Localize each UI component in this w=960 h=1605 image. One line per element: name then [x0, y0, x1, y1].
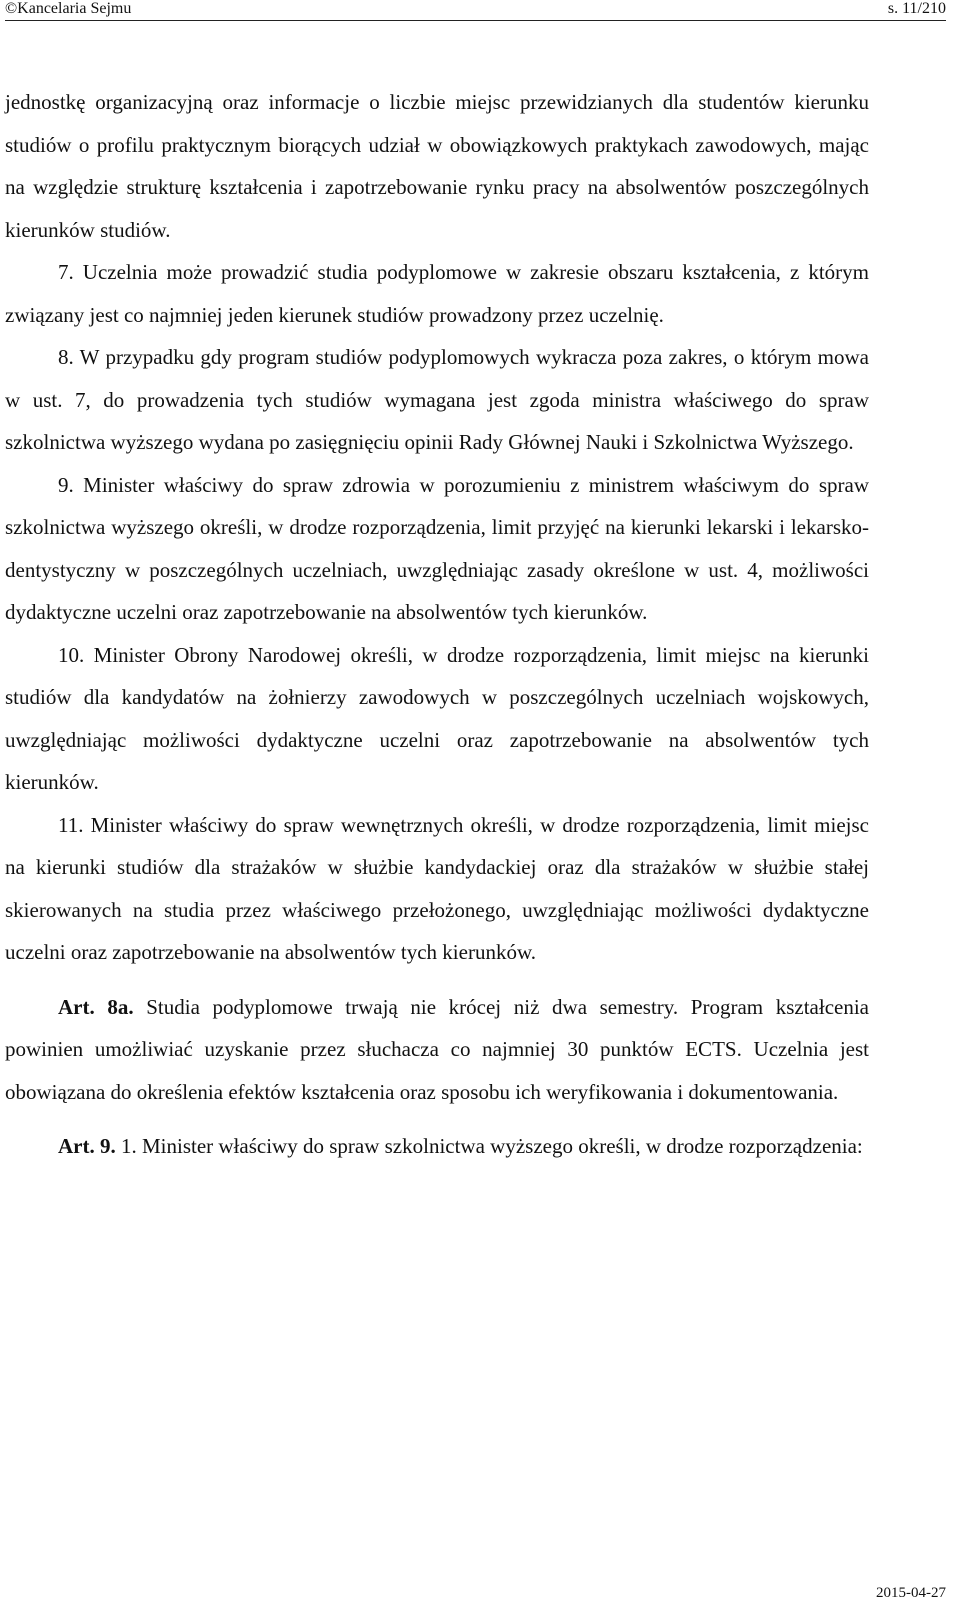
paragraph-8: 8. W przypadku gdy program studiów podyplomowych wykracza poza zakres, o którym mowa w ust. 7, do prowadzenia tych studiów wymagana jest zgoda ministra właściwego do spraw szkolnictwa wyższego wydana po zasięgnięciu opinii Rady Głównej Nauki i Szkolnictwa Wyższego.: [5, 345, 869, 454]
paragraph-10: 10. Minister Obrony Narodowej określi, w drodze rozporządzenia, limit miejsc na kierunki studiów dla kandydatów na żołnierzy zawodowych w poszczególnych uczelniach wojskowych, uwzględniając możliwości dydaktyczne uczelni oraz zapotrzebowanie na absolwentów tych kierunków.: [5, 642, 869, 794]
paragraph-7: 7. Uczelnia może prowadzić studia podyplomowe w zakresie obszaru kształcenia, z którym związany jest co najmniej jeden kierunek studiów prowadzony przez uczelnię.: [5, 260, 869, 327]
article-8a-text: Studia podyplomowe trwają nie krócej niż dwa semestry. Program kształcenia powinien umożliwiać uzyskanie przez słuchacza co najmniej 30 punktów ECTS. Uczelnia jest obowiązana do określenia efektów kształcenia oraz sposobu ich weryfikowania i dokumentowania.: [5, 994, 870, 1104]
copyright-text: ©Kancelaria Sejmu: [5, 0, 132, 17]
article-9-label: Art. 9.: [58, 1134, 116, 1158]
article-9-text: 1. Minister właściwy do spraw szkolnictwa wyższego określi, w drodze rozporządzenia:: [120, 1134, 863, 1158]
paragraph-9: 9. Minister właściwy do spraw zdrowia w porozumieniu z ministrem właściwym do spraw szkolnictwa wyższego określi, w drodze rozporządzenia, limit przyjęć na kierunki lekarski i lekarsko-dentystyczny w poszczególnych uczelniach, uwzględniając zasady określone w ust. 4, możliwości dydaktyczne uczelni oraz zapotrzebowanie na absolwentów tych kierunków.: [5, 472, 869, 624]
document-body: [5, 81, 869, 1168]
header-divider: [5, 20, 946, 21]
paragraph-continuation: jednostkę organizacyjną oraz informacje o liczbie miejsc przewidzianych dla studentów kierunku studiów o profilu praktycznym biorących udział w obowiązkowych praktykach zawodowych, mając na względzie strukturę kształcenia i zapotrzebowanie rynku pracy na absolwentów poszczególnych kierunków studiów.: [5, 90, 869, 242]
footer-date: 2015-04-27: [876, 1585, 946, 1601]
paragraph-11: 11. Minister właściwy do spraw wewnętrznych określi, w drodze rozporządzenia, limit miejsc na kierunki studiów dla strażaków w służbie kandydackiej oraz dla strażaków w służbie stałej skierowanych na studia przez właściwego przełożonego, uwzględniając możliwości dydaktyczne uczelni oraz zapotrzebowanie na absolwentów tych kierunków.: [5, 812, 869, 964]
page-number: s. 11/210: [887, 0, 946, 17]
page-header: [5, 0, 946, 22]
article-8a-label: Art. 8a.: [58, 994, 134, 1019]
article-9: [5, 1125, 869, 1168]
article-8a: [5, 986, 869, 1114]
